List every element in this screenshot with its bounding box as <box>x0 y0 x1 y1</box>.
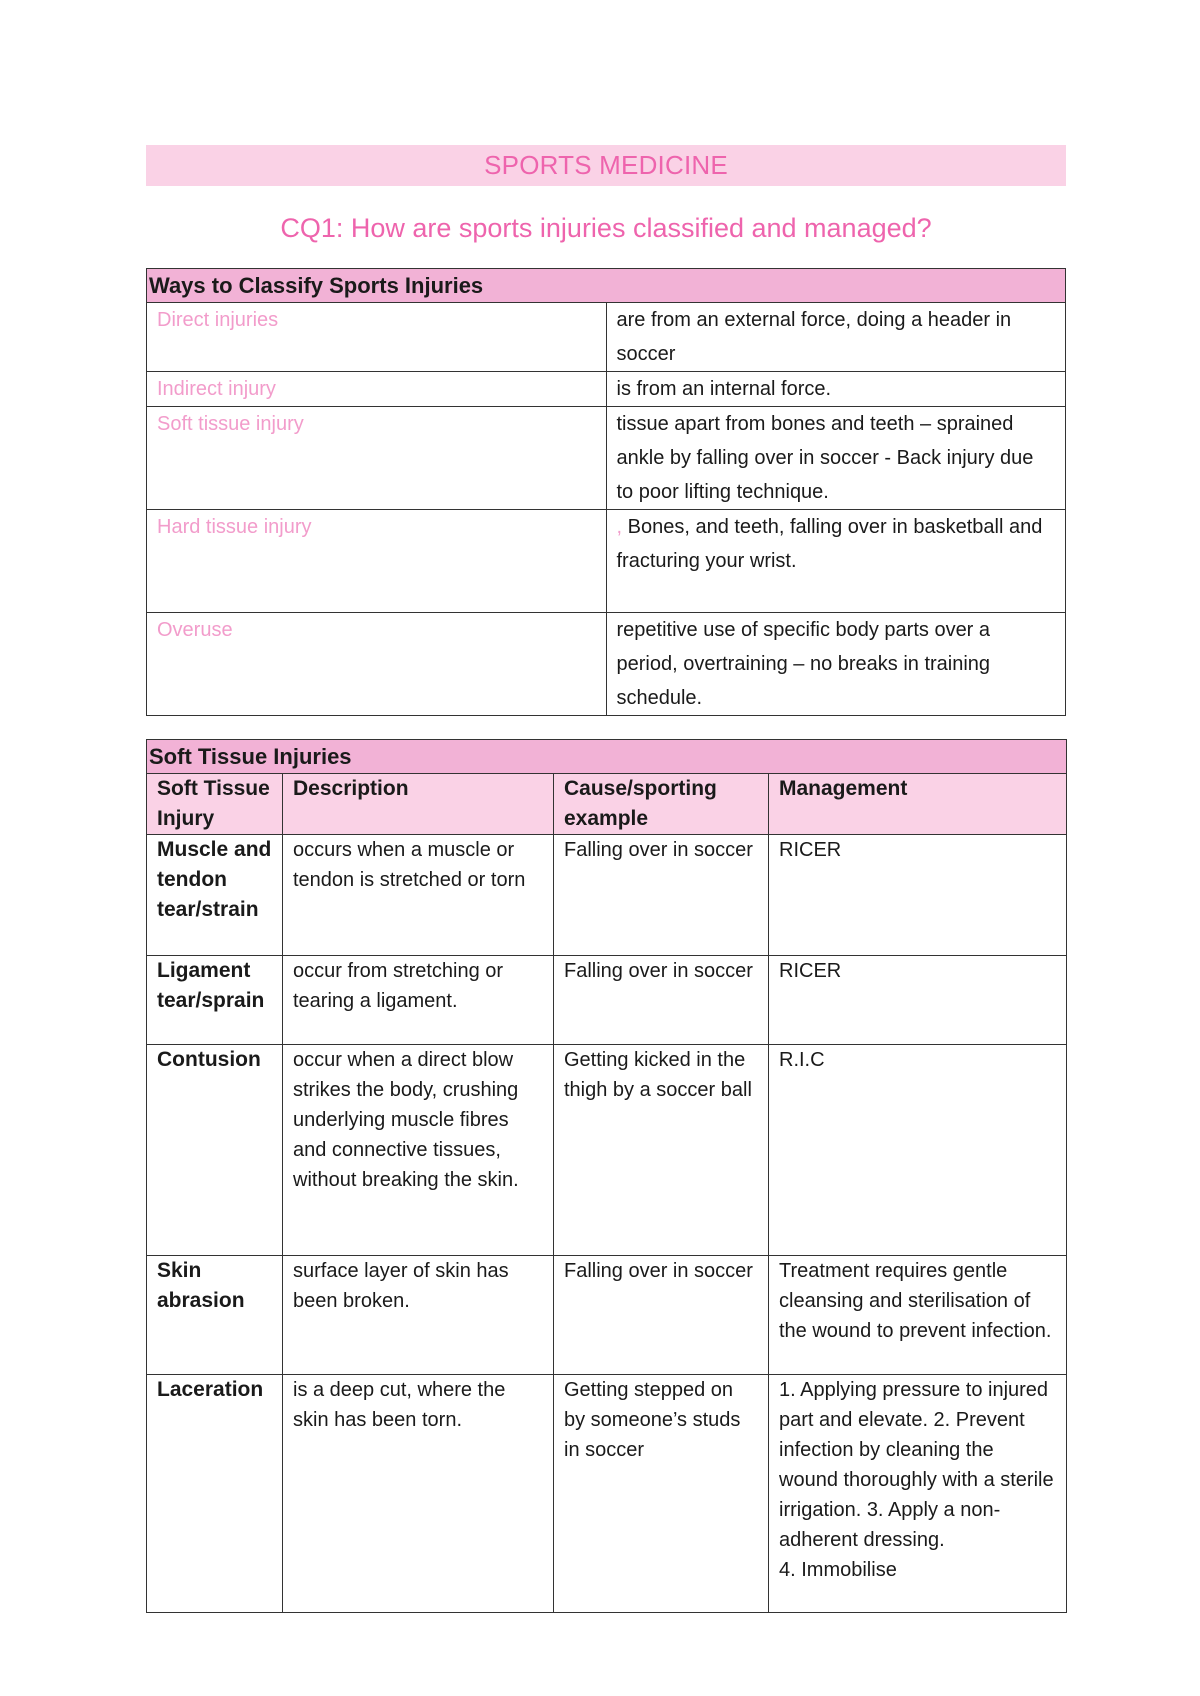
term-cell: Soft tissue injury <box>147 407 607 510</box>
table-row <box>147 372 1066 407</box>
table-row <box>147 956 1067 1045</box>
definition-text: Bones, and teeth, falling over in basketball and fracturing your wrist. <box>616 516 1043 572</box>
soft-tissue-table-heading: Soft Tissue Injuries <box>147 740 1067 774</box>
description-cell: is a deep cut, where the skin has been torn. <box>283 1375 554 1613</box>
management-steps: 1. Applying pressure to injured part and elevate. 2. Prevent infection by cleaning the wound thoroughly with a sterile irrigation. 3. Apply a non-adherent dressing. <box>779 1379 1054 1551</box>
table-row <box>147 835 1067 956</box>
table-row <box>147 303 1066 372</box>
cause-cell: Falling over in soccer <box>554 1256 769 1375</box>
table-row <box>147 1375 1067 1613</box>
cause-cell: Falling over in soccer <box>554 835 769 956</box>
page-title: SPORTS MEDICINE <box>146 145 1066 186</box>
column-header: Soft Tissue Injury <box>147 774 283 835</box>
injury-name-cell: Skin abrasion <box>147 1256 283 1375</box>
management-cell: RICER <box>769 835 1067 956</box>
stray-comma: , <box>616 516 623 538</box>
management-step-4: 4. Immobilise <box>779 1559 897 1581</box>
description-cell: surface layer of skin has been broken. <box>283 1256 554 1375</box>
description-cell: occur when a direct blow strikes the body, crushing underlying muscle fibres and connective tissues, without breaking the skin. <box>283 1045 554 1256</box>
column-header: Management <box>769 774 1067 835</box>
management-cell: R.I.C <box>769 1045 1067 1256</box>
table-row <box>147 1256 1067 1375</box>
page-subtitle: CQ1: How are sports injuries classified and managed? <box>280 213 932 243</box>
management-cell <box>769 1375 1067 1613</box>
term-cell: Overuse <box>147 613 607 716</box>
injury-name-cell: Contusion <box>147 1045 283 1256</box>
management-cell: Treatment requires gentle cleansing and sterilisation of the wound to prevent infection. <box>769 1256 1067 1375</box>
soft-tissue-table <box>146 739 1067 1613</box>
definition-cell: are from an external force, doing a header in soccer <box>606 303 1066 372</box>
table-row <box>147 1045 1067 1256</box>
column-header: Cause/sporting example <box>554 774 769 835</box>
column-header: Description <box>283 774 554 835</box>
injury-name-cell: Laceration <box>147 1375 283 1613</box>
cause-cell: Getting kicked in the thigh by a soccer ball <box>554 1045 769 1256</box>
document-page <box>146 145 1066 1613</box>
description-cell: occurs when a muscle or tendon is stretched or torn <box>283 835 554 956</box>
table-row <box>147 613 1066 716</box>
column-header-row <box>147 774 1067 835</box>
cause-cell: Getting stepped on by someone’s studs in soccer <box>554 1375 769 1613</box>
term-cell: Direct injuries <box>147 303 607 372</box>
term-cell: Indirect injury <box>147 372 607 407</box>
management-cell: RICER <box>769 956 1067 1045</box>
classify-table <box>146 268 1066 716</box>
injury-name-cell: Muscle and tendon tear/strain <box>147 835 283 956</box>
cause-cell: Falling over in soccer <box>554 956 769 1045</box>
table-row <box>147 407 1066 510</box>
description-cell: occur from stretching or tearing a ligament. <box>283 956 554 1045</box>
classify-table-heading: Ways to Classify Sports Injuries <box>147 269 1066 303</box>
term-cell: Hard tissue injury <box>147 510 607 613</box>
definition-cell <box>606 510 1066 613</box>
definition-cell: is from an internal force. <box>606 372 1066 407</box>
definition-cell: repetitive use of specific body parts over a period, overtraining – no breaks in training schedule. <box>606 613 1066 716</box>
injury-name-cell: Ligament tear/sprain <box>147 956 283 1045</box>
table-row <box>147 510 1066 613</box>
definition-cell: tissue apart from bones and teeth – sprained ankle by falling over in soccer - Back injury due to poor lifting technique. <box>606 407 1066 510</box>
